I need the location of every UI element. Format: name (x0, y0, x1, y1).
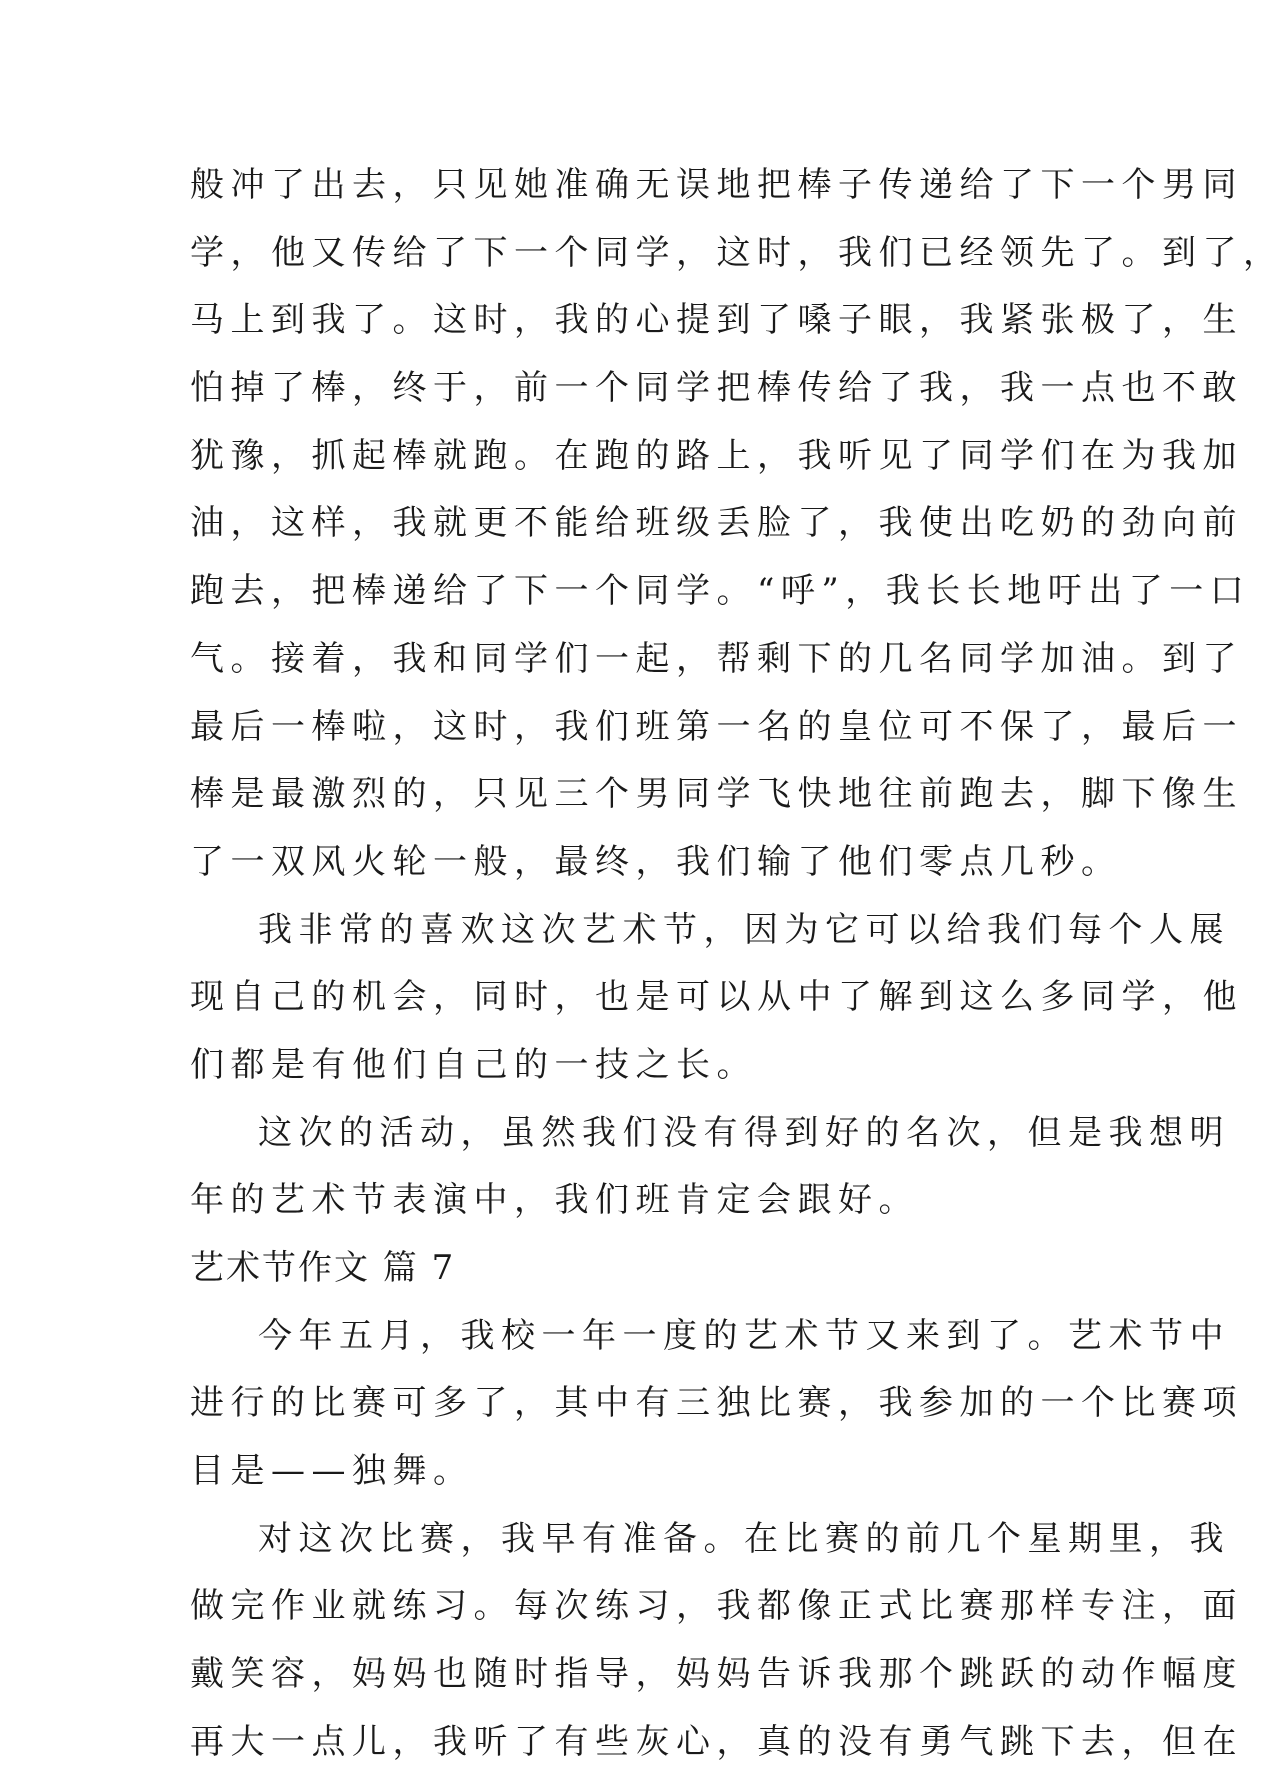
essay-body (190, 152, 1284, 1777)
paragraph-start-line: 这次的活动，虽然我们没有得到好的名次，但是我想明 (258, 1112, 1230, 1153)
text-line: 进行的比赛可多了，其中有三独比赛，我参加的一个比赛项 (190, 1383, 1243, 1424)
text-line: 马上到我了。这时，我的心提到了嗓子眼，我紧张极了，生 (190, 300, 1243, 341)
text-line: 油，这样，我就更不能给班级丢脸了，我使出吃奶的劲向前 (190, 503, 1243, 544)
text-line: 们都是有他们自己的一技之长。 (190, 1044, 757, 1085)
paragraph-start-line: 对这次比赛，我早有准备。在比赛的前几个星期里，我 (258, 1518, 1230, 1559)
text-line: 跑去，把棒递给了下一个同学。“呼”，我长长地吁出了一口 (190, 571, 1251, 612)
text-line: 犹豫，抓起棒就跑。在跑的路上，我听见了同学们在为我加 (190, 435, 1243, 476)
text-line: 般冲了出去，只见她准确无误地把棒子传递给了下一个男同 (190, 165, 1243, 205)
text-line: 怕掉了棒，终于，前一个同学把棒传给了我，我一点也不敢 (190, 368, 1243, 409)
text-line: 了一双风火轮一般，最终，我们输了他们零点几秒。 (190, 841, 1122, 882)
text-line: 最后一棒啦，这时，我们班第一名的皇位可不保了，最后一 (190, 706, 1243, 747)
paragraph-start-line: 我非常的喜欢这次艺术节，因为它可以给我们每个人展 (258, 909, 1230, 950)
paragraph-start-line: 今年五月，我校一年一度的艺术节又来到了。艺术节中 (258, 1315, 1230, 1356)
text-line: 气。接着，我和同学们一起，帮剩下的几名同学加油。到了 (190, 638, 1243, 679)
text-line: 戴笑容，妈妈也随时指导，妈妈告诉我那个跳跃的动作幅度 (190, 1654, 1243, 1695)
text-line: 学，他又传给了下一个同学，这时，我们已经领先了。到了， (190, 232, 1284, 273)
text-line: 做完作业就练习。每次练习，我都像正式比赛那样专注，面 (190, 1586, 1243, 1627)
section-heading: 艺术节作文 篇 7 (190, 1248, 456, 1288)
text-line: 目是——独舞。 (190, 1451, 474, 1492)
text-line: 年的艺术节表演中，我们班肯定会跟好。 (190, 1180, 919, 1221)
text-line: 现自己的机会，同时，也是可以从中了解到这么多同学，他 (190, 977, 1243, 1018)
text-line: 再大一点儿，我听了有些灰心，真的没有勇气跳下去，但在 (190, 1721, 1243, 1762)
text-line: 棒是最激烈的，只见三个男同学飞快地往前跑去，脚下像生 (190, 774, 1243, 815)
